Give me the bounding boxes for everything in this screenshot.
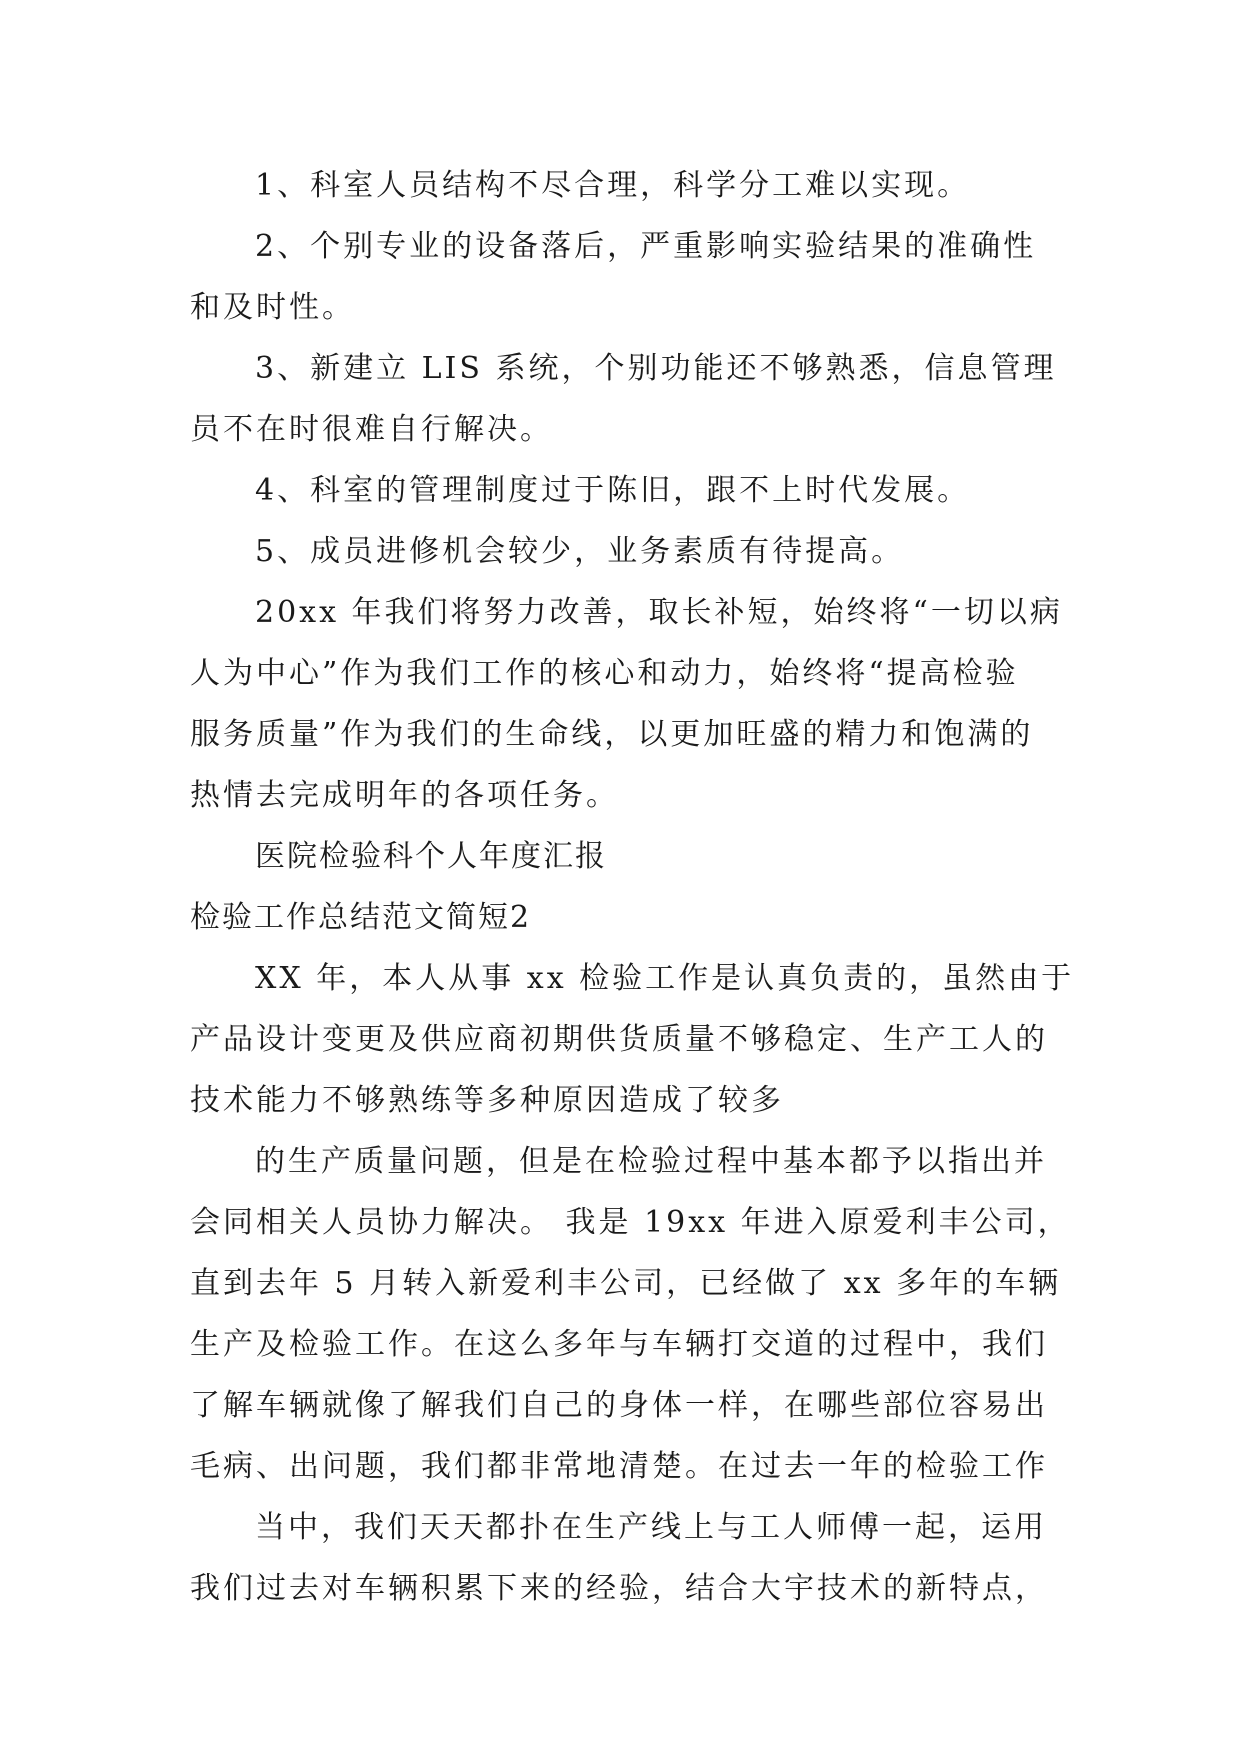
document-body — [190, 155, 1075, 1619]
paragraph-intro-line-1: XX 年，本人从事 xx 检验工作是认真负责的，虽然由于 — [255, 961, 1075, 996]
paragraph-plan-line-3: 服务质量”作为我们的生命线，以更加旺盛的精力和饱满的 — [190, 717, 1034, 752]
paragraph-quality-line-6: 毛病、出问题，我们都非常地清楚。在过去一年的检验工作 — [190, 1449, 1048, 1484]
paragraph-intro-line-3: 技术能力不够熟练等多种原因造成了较多 — [190, 1083, 784, 1118]
paragraph-quality-line-4: 生产及检验工作。在这么多年与车辆打交道的过程中，我们 — [190, 1327, 1048, 1362]
paragraph-quality-line-3: 直到去年 5 月转入新爱利丰公司，已经做了 xx 多年的车辆 — [190, 1266, 1062, 1301]
list-item-2-continued: 和及时性。 — [190, 290, 355, 325]
paragraph-quality-line-2: 会同相关人员协力解决。 我是 19xx 年进入原爱利丰公司， — [190, 1205, 1071, 1240]
list-item-5: 5、成员进修机会较少，业务素质有待提高。 — [255, 534, 905, 569]
section-heading: 检验工作总结范文简短2 — [190, 900, 532, 935]
paragraph-plan-line-1: 20xx 年我们将努力改善，取长补短，始终将“一切以病 — [255, 595, 1063, 630]
paragraph-work-line-2: 我们过去对车辆积累下来的经验，结合大宇技术的新特点， — [190, 1571, 1048, 1606]
list-item-3: 3、新建立 LIS 系统，个别功能还不够熟悉，信息管理 — [255, 351, 1057, 386]
list-item-2: 2、个别专业的设备落后，严重影响实验结果的准确性 — [255, 229, 1037, 264]
paragraph-quality-line-1: 的生产质量问题，但是在检验过程中基本都予以指出并 — [255, 1144, 1047, 1179]
paragraph-plan-line-4: 热情去完成明年的各项任务。 — [190, 778, 619, 813]
list-item-3-continued: 员不在时很难自行解决。 — [190, 412, 553, 447]
paragraph-work-line-1: 当中，我们天天都扑在生产线上与工人师傅一起，运用 — [255, 1510, 1047, 1545]
paragraph-quality-line-5: 了解车辆就像了解我们自己的身体一样，在哪些部位容易出 — [190, 1388, 1048, 1423]
report-signature-title: 医院检验科个人年度汇报 — [255, 839, 607, 874]
paragraph-intro-line-2: 产品设计变更及供应商初期供货质量不够稳定、生产工人的 — [190, 1022, 1048, 1057]
paragraph-plan-line-2: 人为中心”作为我们工作的核心和动力，始终将“提高检验 — [190, 656, 1019, 691]
list-item-4: 4、科室的管理制度过于陈旧，跟不上时代发展。 — [255, 473, 971, 508]
list-item-1: 1、科室人员结构不尽合理，科学分工难以实现。 — [255, 168, 971, 203]
